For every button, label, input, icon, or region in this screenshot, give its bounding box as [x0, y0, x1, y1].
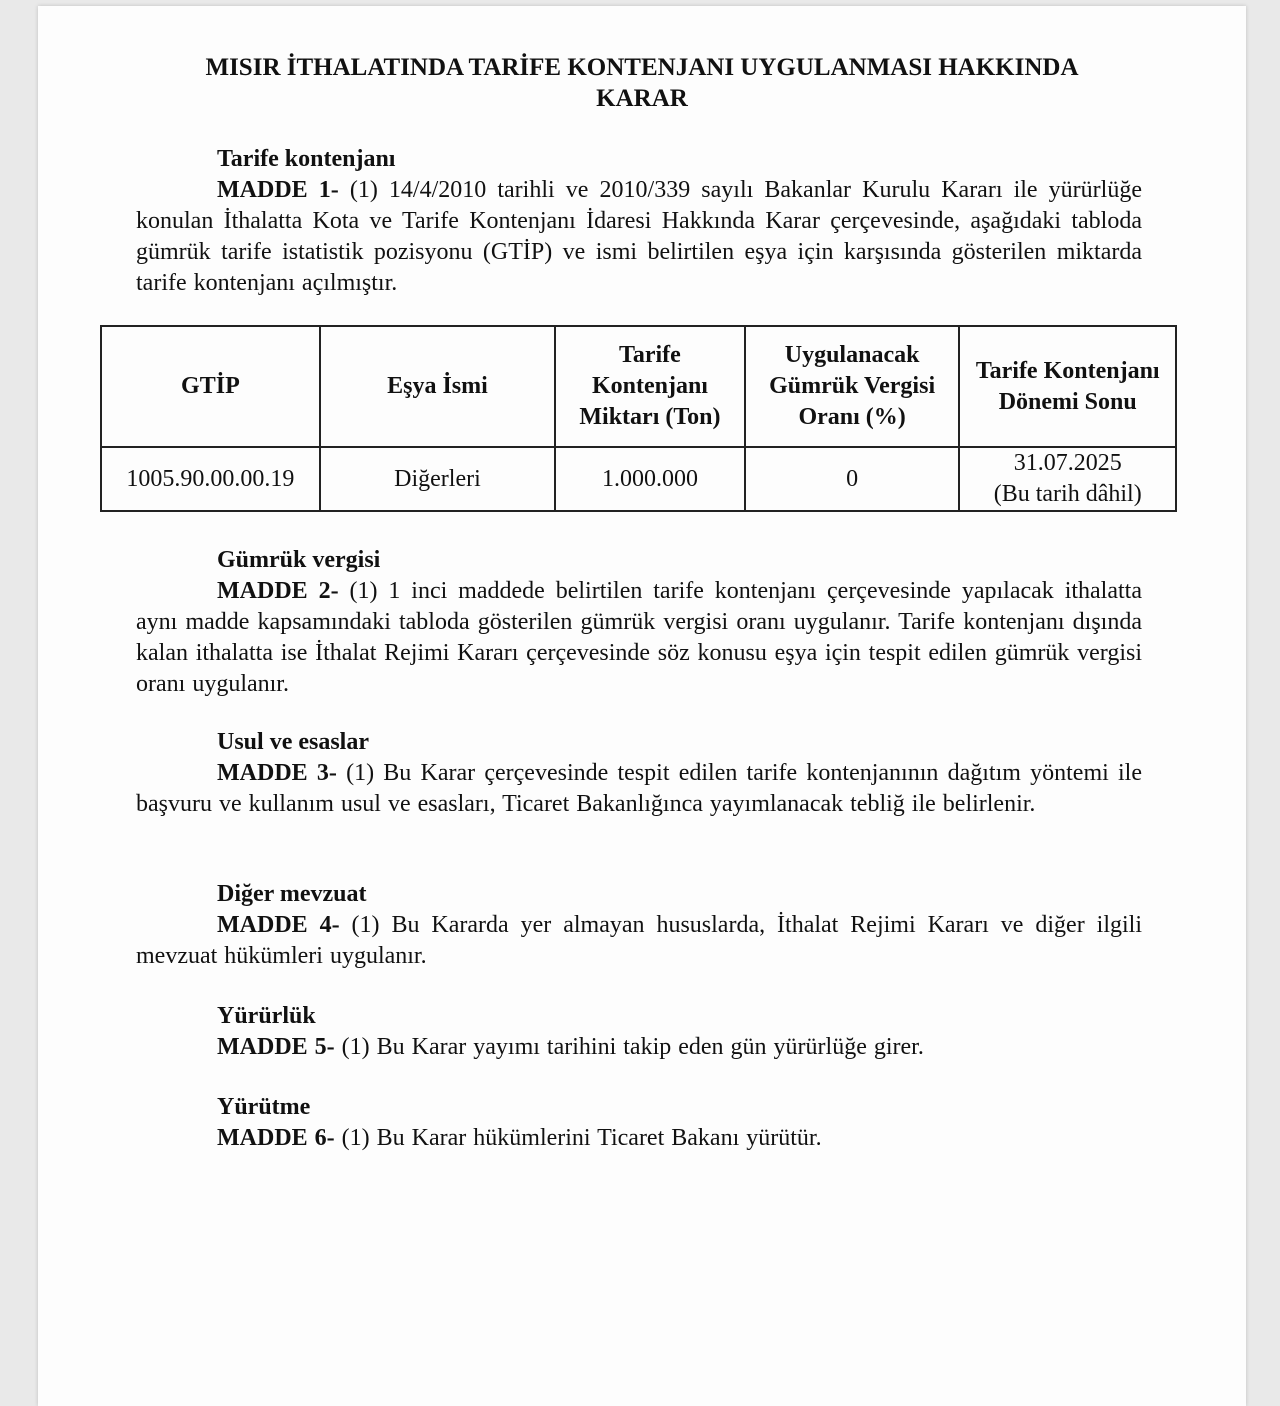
cell-donem	[959, 447, 1176, 511]
section-heading-yururluk: Yürürlük	[217, 1003, 316, 1029]
madde-2-paragraph	[136, 576, 1142, 700]
madde-5-label: MADDE 5-	[217, 1034, 335, 1060]
header-gtip: GTİP	[101, 326, 320, 447]
madde-6-label: MADDE 6-	[217, 1125, 335, 1151]
header-vergi-orani: Uygulanacak Gümrük Vergisi Oranı (%)	[745, 326, 960, 447]
section-heading-diger-mevzuat: Diğer mevzuat	[217, 881, 367, 907]
madde-5-text: (1) Bu Karar yayımı tarihini takip eden gün yürürlüğe girer.	[334, 1034, 924, 1060]
madde-4-paragraph	[136, 910, 1142, 972]
madde-1-text: (1) 14/4/2010 tarihli ve 2010/339 sayılı Bakanlar Kurulu Kararı ile yürürlüğe konulan İthalatta Kota ve Tarife Kontenjanı İdaresi Hakkında Karar çerçevesinde, aşağıdaki tabloda gümrük tarife istatistik pozisyonu (GTİP) ve ismi belirtilen eşya için karşısında gösterilen miktarda tarife kontenjanı açılmıştır.	[136, 177, 1142, 296]
madde-2-label: MADDE 2-	[217, 578, 339, 604]
cell-donem-note: (Bu tarih dâhil)	[993, 481, 1142, 507]
section-heading-yurutme: Yürütme	[217, 1094, 311, 1120]
title-line-2: KARAR	[596, 85, 688, 112]
madde-1-label: MADDE 1-	[217, 177, 339, 203]
section-heading-tarife-kontenjani: Tarife kontenjanı	[217, 146, 396, 172]
table-header-row	[101, 326, 1176, 447]
header-kontenjan-miktari: Tarife Kontenjanı Miktarı (Ton)	[555, 326, 745, 447]
madde-5-paragraph	[136, 1032, 1142, 1063]
cell-oran: 0	[745, 447, 960, 511]
madde-2-text: (1) 1 inci maddede belirtilen tarife kontenjanı çerçevesinde yapılacak ithalatta aynı madde kapsamındaki tabloda gösterilen gümrük vergisi oranı uygulanır. Tarife kontenjanı dışında kalan ithalatta ise İthalat Rejimi Kararı çerçevesinde söz konusu eşya için tespit edilen gümrük vergisi oranı uygulanır.	[136, 578, 1142, 697]
cell-donem-date: 31.07.2025	[1013, 450, 1122, 476]
cell-gtip: 1005.90.00.00.19	[101, 447, 320, 511]
title-line-1: MISIR İTHALATINDA TARİFE KONTENJANI UYGULANMASI HAKKINDA	[205, 54, 1079, 81]
madde-3-text: (1) Bu Karar çerçevesinde tespit edilen tarife kontenjanının dağıtım yöntemi ile başvuru ve kullanım usul ve esasları, Ticaret Bakanlığınca yayımlanacak tebliğ ile belirlenir.	[136, 760, 1143, 817]
tariff-quota-table	[100, 325, 1177, 512]
madde-4-label: MADDE 4-	[217, 912, 340, 938]
cell-miktar: 1.000.000	[555, 447, 745, 511]
section-heading-usul-ve-esaslar: Usul ve esaslar	[217, 729, 369, 755]
madde-6-paragraph	[136, 1123, 1142, 1154]
header-donem-sonu: Tarife Kontenjanı Dönemi Sonu	[959, 326, 1176, 447]
madde-1-paragraph	[136, 175, 1142, 299]
table-row	[101, 447, 1176, 511]
document-page	[38, 6, 1246, 1406]
madde-3-label: MADDE 3-	[217, 760, 337, 786]
madde-4-text: (1) Bu Kararda yer almayan hususlarda, İthalat Rejimi Kararı ve diğer ilgili mevzuat hükümleri uygulanır.	[136, 912, 1142, 969]
section-heading-gumruk-vergisi: Gümrük vergisi	[217, 547, 381, 573]
madde-6-text: (1) Bu Karar hükümlerini Ticaret Bakanı yürütür.	[334, 1125, 822, 1151]
document-title	[38, 52, 1246, 114]
header-esya-ismi: Eşya İsmi	[320, 326, 555, 447]
madde-3-paragraph	[136, 758, 1142, 820]
cell-esya: Diğerleri	[320, 447, 555, 511]
